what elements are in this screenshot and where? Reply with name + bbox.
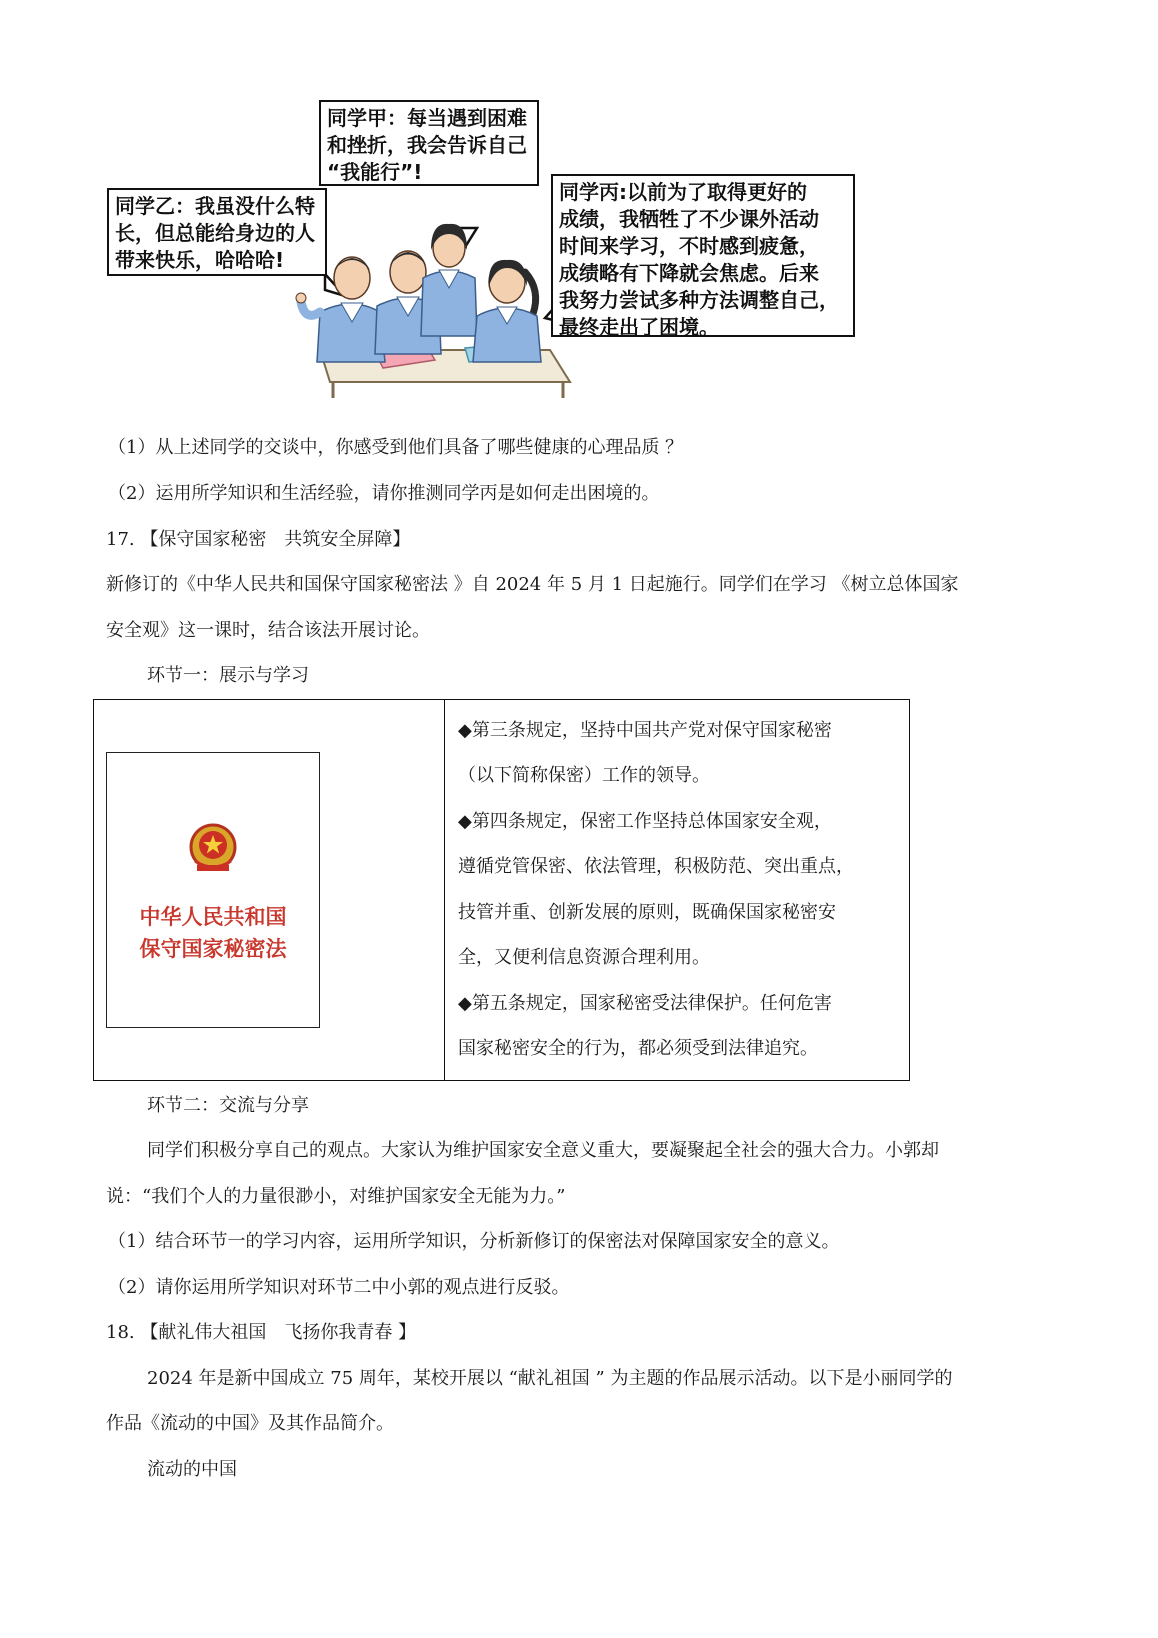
article-line: ◆第五条规定，国家秘密受法律保护。任何危害: [458, 993, 832, 1014]
bubble-bing-line: 成绩，我牺牲了不少课外活动: [559, 207, 819, 231]
q17-intro-line: 新修订的《中华人民共和国保守国家秘密法 》自 2024 年 5 月 1 日起施行。同学们在学习 《树立总体国家: [106, 574, 959, 595]
q17-heading: 17. 【保守国家秘密 共筑安全屏障】: [106, 529, 411, 550]
q17-subquestion-1: （1）结合环节一的学习内容，运用所学知识，分析新修订的保密法对保障国家安全的意义。: [108, 1231, 840, 1252]
q17-subquestion-2: （2）请你运用所学知识对环节二中小郭的观点进行反驳。: [108, 1277, 570, 1298]
book-title-line: 中华人民共和国: [139, 904, 287, 929]
q18-heading: 18. 【献礼伟大祖国 飞扬你我青春 】: [106, 1322, 417, 1343]
article-line: 全，又便利信息资源合理利用。: [458, 947, 710, 968]
q17-intro-line: 安全观》这一课时，结合该法开展讨论。: [106, 620, 430, 641]
book-title-line: 保守国家秘密法: [139, 936, 287, 961]
illustration: [105, 100, 905, 400]
bubble-bing-line: 最终走出了困境。: [559, 315, 719, 339]
law-excerpt-table: [93, 699, 910, 1081]
bubble-yi-line: 同学乙：我虽没什么特: [115, 194, 315, 218]
law-book-cover: [106, 752, 320, 1028]
national-emblem-icon: [185, 821, 241, 877]
bubble-bing-line: 我努力尝试多种方法调整自己，: [559, 288, 839, 312]
q16-subquestion-2: （2）运用所学知识和生活经验，请你推测同学丙是如何走出困境的。: [108, 483, 660, 504]
bubble-bing-line: 时间来学习，不时感到疲惫，: [559, 234, 819, 258]
speech-bubble-jia: [319, 100, 539, 186]
article-line: 遵循党管保密、依法管理，积极防范、突出重点，: [458, 856, 854, 877]
bubble-jia-line: 和挫折，我会告诉自己: [327, 133, 527, 157]
q18-work-title: 流动的中国: [147, 1459, 237, 1480]
speech-bubble-bing: [551, 174, 855, 337]
bubble-jia-line: “我能行”!: [327, 160, 423, 184]
bubble-bing-line: 成绩略有下降就会焦虑。后来: [559, 261, 819, 285]
article-line: （以下简称保密）工作的领导。: [458, 765, 710, 786]
q18-intro-line: 2024 年是新中国成立 75 周年，某校开展以 “献礼祖国 ” 为主题的作品展示活动。以下是小丽同学的: [147, 1368, 953, 1389]
q18-intro-line: 作品《流动的中国》及其作品简介。: [106, 1413, 394, 1434]
q17-share-line: 说：“我们个人的力量很渺小，对维护国家安全无能为力。”: [106, 1186, 566, 1207]
q17-section-1-label: 环节一：展示与学习: [147, 665, 309, 686]
bubble-yi-line: 带来快乐，哈哈哈!: [115, 248, 285, 272]
article-line: ◆第三条规定，坚持中国共产党对保守国家秘密: [458, 720, 832, 741]
article-line: ◆第四条规定，保密工作坚持总体国家安全观，: [458, 811, 832, 832]
speech-bubble-yi: [107, 188, 327, 276]
article-line: 技管并重、创新发展的原则，既确保国家秘密安: [458, 902, 836, 923]
article-line: 国家秘密安全的行为，都必须受到法律追究。: [458, 1038, 818, 1059]
q17-section-2-label: 环节二：交流与分享: [147, 1095, 309, 1116]
bubble-bing-line: 同学丙:以前为了取得更好的: [559, 180, 807, 204]
q16-subquestion-1: （1）从上述同学的交谈中，你感受到他们具备了哪些健康的心理品质 ？: [108, 437, 684, 458]
bubble-yi-line: 长，但总能给身边的人: [115, 221, 315, 245]
bubble-jia-line: 同学甲：每当遇到困难: [327, 106, 527, 130]
table-divider: [444, 700, 445, 1080]
q17-share-line: 同学们积极分享自己的观点。大家认为维护国家安全意义重大，要凝聚起全社会的强大合力。小郭却: [147, 1140, 939, 1161]
